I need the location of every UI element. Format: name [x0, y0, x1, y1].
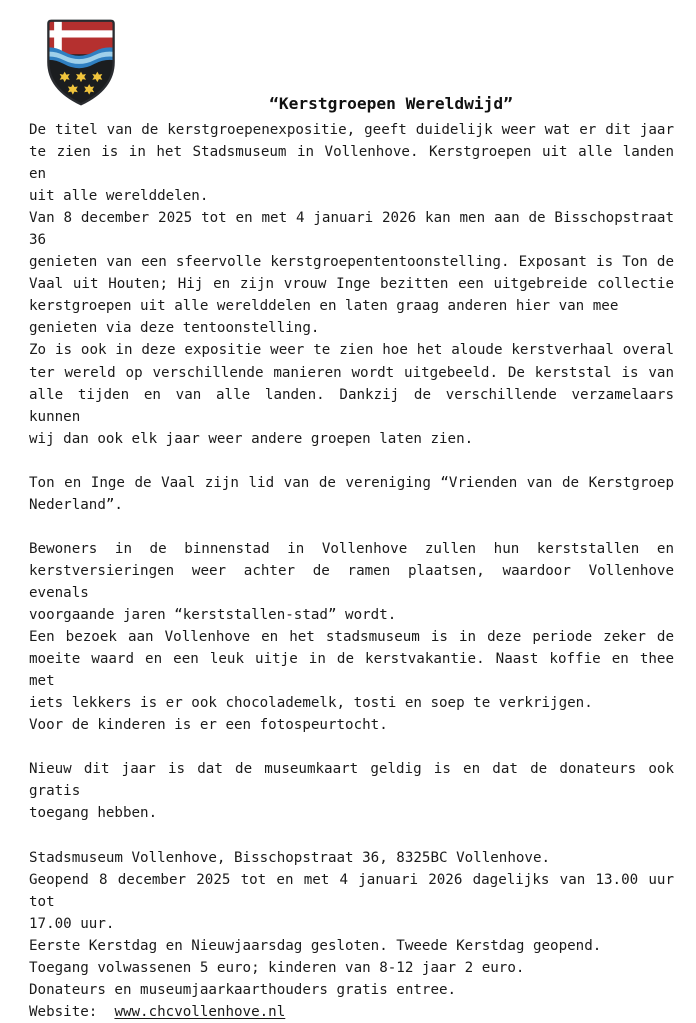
paragraph-visit	[29, 626, 674, 736]
paragraph-museumkaart	[29, 758, 674, 824]
text-line: Een bezoek aan Vollenhove en het stadsmuseum is in deze periode zeker de	[29, 629, 674, 646]
text-line: wij dan ook elk jaar weer andere groepen laten zien.	[29, 430, 474, 447]
text-line: Nederland”.	[29, 496, 123, 513]
opening-hours-line-1: Geopend 8 december 2025 tot en met 4 januari 2026 dagelijks van 13.00 uur tot	[29, 871, 674, 910]
text-line: alle tijden en van alle landen. Dankzij de verschillende verzamelaars kunnen	[29, 386, 674, 425]
opening-hours-line-2: 17.00 uur.	[29, 915, 115, 932]
page-title: “Kerstgroepen Wereldwijd”	[269, 94, 513, 113]
text-line: kerstversieringen weer achter de ramen plaatsen, waardoor Vollenhove evenals	[29, 562, 674, 601]
website-row	[29, 1001, 674, 1023]
paragraph-spacer	[29, 736, 674, 758]
paragraph-spacer	[29, 450, 674, 472]
text-line: Vaal uit Houten; Hij en zijn vrouw Inge bezitten een uitgebreide collectie	[29, 276, 674, 293]
holiday-closures: Eerste Kerstdag en Nieuwjaarsdag gesloten. Tweede Kerstdag geopend.	[29, 937, 602, 954]
admission-prices: Toegang volwassenen 5 euro; kinderen van 8-12 jaar 2 euro.	[29, 959, 525, 976]
text-line: Nieuw dit jaar is dat de museumkaart geldig is en dat de donateurs ook gratis	[29, 761, 674, 800]
website-spacing	[97, 1004, 114, 1020]
practical-info-block	[29, 847, 674, 1023]
document-body	[29, 119, 674, 1023]
paragraph-exposition-description	[29, 339, 674, 449]
paragraph-spacer	[29, 825, 674, 847]
text-line: Voor de kinderen is er een fotospeurtocht.	[29, 717, 388, 734]
text-line: moeite waard en een leuk uitje in de kerstvakantie. Naast koffie en thee met	[29, 651, 674, 690]
free-entry-note: Donateurs en museumjaarkaarthouders gratis entree.	[29, 981, 457, 998]
text-line: kerstgroepen uit alle werelddelen en laten graag anderen hier van mee	[29, 298, 619, 315]
paragraph-dates-and-exhibitor	[29, 207, 674, 339]
text-line: toegang hebben.	[29, 805, 158, 822]
text-line: iets lekkers is er ook chocolademelk, tosti en soep te verkrijgen.	[29, 695, 593, 712]
text-line: genieten van een sfeervolle kerstgroepententoonstelling. Exposant is Ton de	[29, 254, 674, 271]
text-line: ter wereld op verschillende manieren wordt uitgebeeld. De kerststal is van	[29, 364, 674, 381]
text-line: genieten via deze tentoonstelling.	[29, 320, 320, 337]
paragraph-intro	[29, 119, 674, 207]
text-line: Zo is ook in deze expositie weer te zien hoe het aloude kerstverhaal overal	[29, 342, 674, 359]
museum-address: Stadsmuseum Vollenhove, Bisschopstraat 36, 8325BC Vollenhove.	[29, 849, 551, 866]
text-line: voorgaande jaren “kerststallen-stad” wordt.	[29, 607, 397, 624]
text-line: Van 8 december 2025 tot en met 4 januari 2026 kan men aan de Bisschopstraat 36	[29, 210, 674, 249]
text-line: Ton en Inge de Vaal zijn lid van de vereniging “Vrienden van de Kerstgroep	[29, 474, 674, 491]
website-label: Website:	[29, 1003, 98, 1020]
text-line: De titel van de kerstgroepenexpositie, geeft duidelijk weer wat er dit jaar	[29, 122, 674, 138]
text-line: uit alle werelddelen.	[29, 188, 209, 205]
text-line: te zien is in het Stadsmuseum in Vollenhove. Kerstgroepen uit alle landen en	[29, 144, 674, 183]
website-link[interactable]: www.chcvollenhove.nl	[114, 1003, 286, 1020]
text-line: Bewoners in de binnenstad in Vollenhove zullen hun kerststallen en	[29, 540, 674, 557]
paragraph-spacer	[29, 516, 674, 538]
paragraph-association	[29, 472, 674, 516]
paragraph-residents	[29, 538, 674, 626]
